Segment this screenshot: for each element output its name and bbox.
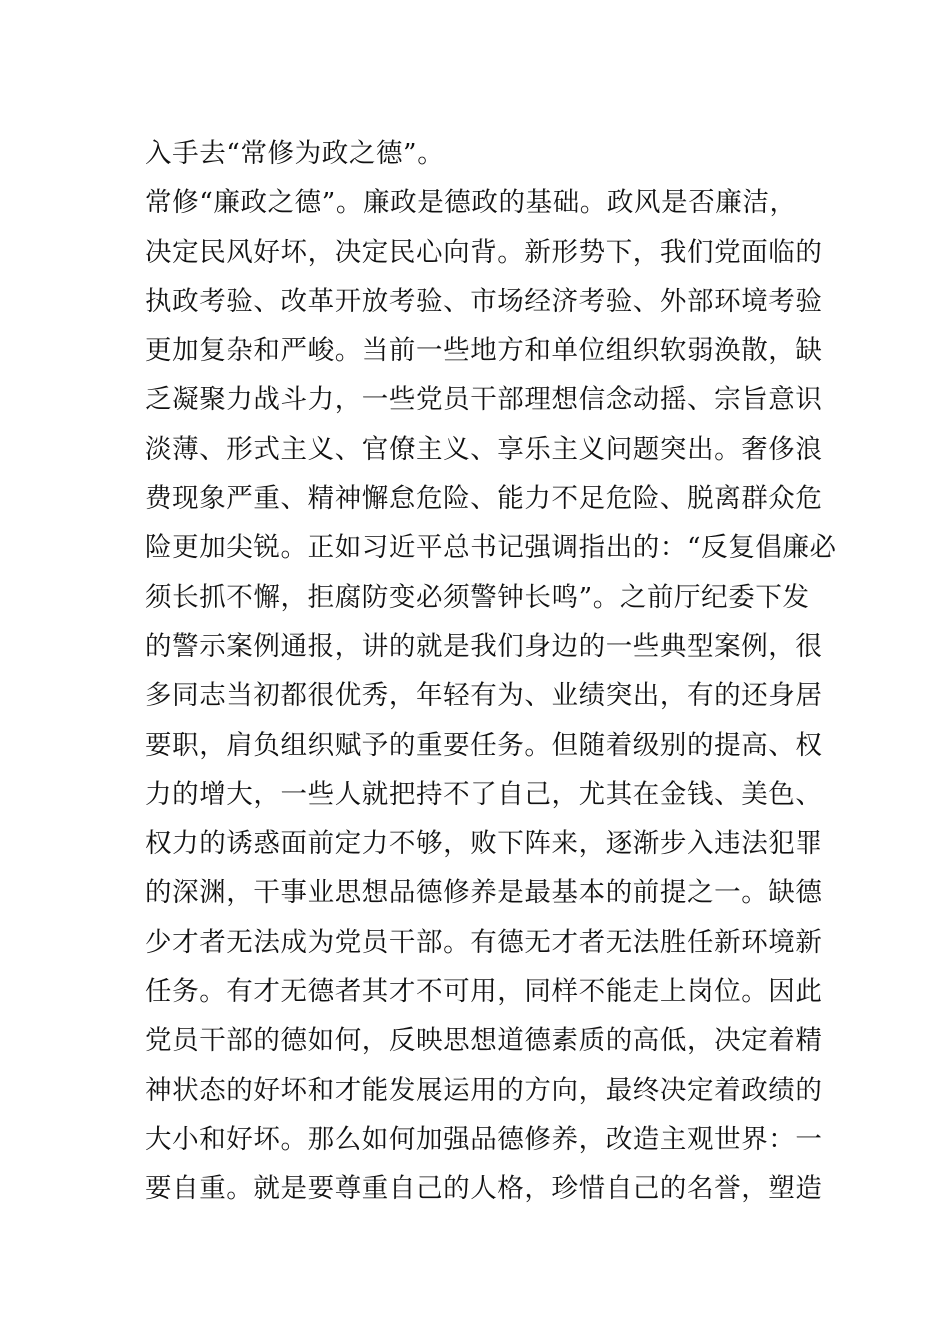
text-line: 费现象严重、精神懈怠危险、能力不足危险、脱离群众危 xyxy=(145,483,823,515)
text-line: 党员干部的德如何，反映思想道德素质的高低，决定着精 xyxy=(145,1025,823,1057)
text-line: 常修“廉政之德”。廉政是德政的基础。政风是否廉洁， xyxy=(145,187,797,219)
text-line: 的警示案例通报，讲的就是我们身边的一些典型案例，很 xyxy=(145,630,823,662)
text-line: 入手去“常修为政之德”。 xyxy=(145,138,445,169)
text-line: 险更加尖锐。正如习近平总书记强调指出的：“反复倡廉必 xyxy=(145,532,837,564)
body-text xyxy=(145,129,845,1214)
text-line: 的深渊，干事业思想品德修养是最基本的前提之一。缺德 xyxy=(145,877,823,909)
text-line: 力的增大，一些人就把持不了自己，尤其在金钱、美色、 xyxy=(145,778,823,810)
text-line: 任务。有才无德者其才不可用，同样不能走上岗位。因此 xyxy=(145,976,823,1008)
text-line: 神状态的好坏和才能发展运用的方向，最终决定着政绩的 xyxy=(145,1074,823,1106)
text-line: 更加复杂和严峻。当前一些地方和单位组织软弱涣散，缺 xyxy=(145,335,823,367)
text-line: 要职，肩负组织赋予的重要任务。但随着级别的提高、权 xyxy=(145,729,823,761)
text-line: 乏凝聚力战斗力，一些党员干部理想信念动摇、宗旨意识 xyxy=(145,384,823,416)
text-line: 执政考验、改革开放考验、市场经济考验、外部环境考验 xyxy=(145,285,823,317)
text-line: 淡薄、形式主义、官僚主义、享乐主义问题突出。奢侈浪 xyxy=(145,433,823,465)
text-line: 多同志当初都很优秀，年轻有为、业绩突出，有的还身居 xyxy=(145,680,823,712)
text-line: 要自重。就是要尊重自己的人格，珍惜自己的名誉，塑造 xyxy=(145,1173,823,1205)
text-line: 少才者无法成为党员干部。有德无才者无法胜任新环境新 xyxy=(145,926,823,958)
text-line: 权力的诱惑面前定力不够，败下阵来，逐渐步入违法犯罪 xyxy=(145,828,823,860)
text-line: 须长抓不懈，拒腐防变必须警钟长鸣”。之前厅纪委下发 xyxy=(145,581,810,613)
text-line: 大小和好坏。那么如何加强品德修养，改造主观世界：一 xyxy=(145,1123,823,1155)
text-line: 决定民风好坏，决定民心向背。新形势下，我们党面临的 xyxy=(145,236,823,268)
